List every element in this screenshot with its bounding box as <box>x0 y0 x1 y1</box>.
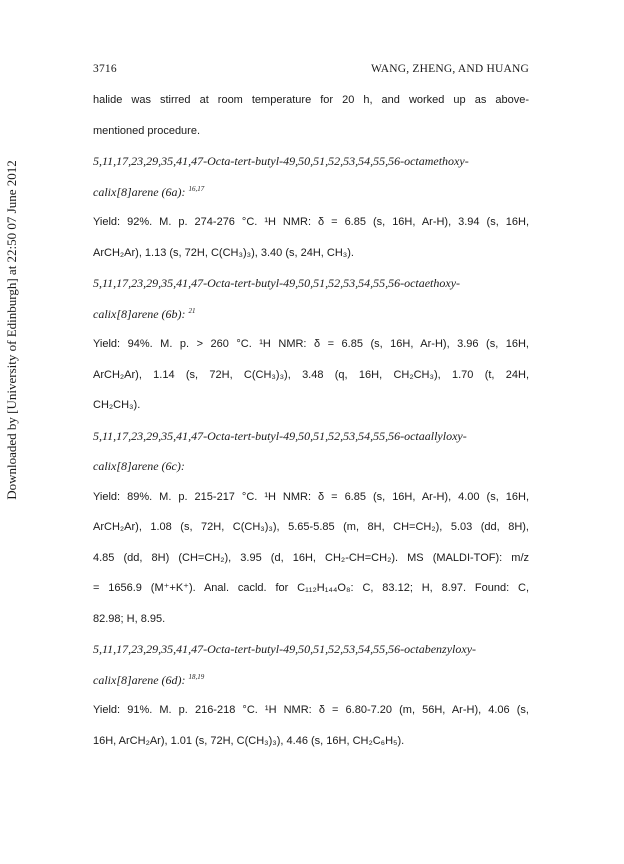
page-number: 3716 <box>93 63 117 75</box>
nmr-line-6c-2: 4.85 (dd, 8H) (CH=CH₂), 3.95 (d, 16H, CH₂-CH=CH₂). MS (MALDI-TOF): m/z <box>93 551 529 564</box>
nmr-line-6d: 16H, ArCH₂Ar), 1.01 (s, 72H, C(CH₃)₃), 4.46 (s, 16H, CH₂C₆H₅). <box>93 734 405 747</box>
compound-label: calix[8]arene (6a): <box>93 184 186 199</box>
running-header <box>93 63 529 81</box>
compound-name-6c: 5,11,17,23,29,35,41,47-Octa-tert-butyl-49,50,51,52,53,54,55,56-octaallyloxy- <box>93 428 467 443</box>
intro-line: halide was stirred at room temperature for 20 h, and worked up as above- <box>93 94 529 106</box>
compound-name-6a: 5,11,17,23,29,35,41,47-Octa-tert-butyl-49,50,51,52,53,54,55,56-octamethoxy- <box>93 154 469 168</box>
ms-line-6c: = 1656.9 (M⁺+K⁺). Anal. cacld. for C₁₁₂H₁₄₄O₈: C, 83.12; H, 8.97. Found: C, <box>93 582 529 594</box>
nmr-line-6a: ArCH₂Ar), 1.13 (s, 72H, C(CH₃)₃), 3.40 (s, 24H, CH₃). <box>93 246 354 259</box>
nmr-line-6b-end: CH₂CH₃). <box>93 399 141 411</box>
yield-line-6c: Yield: 89%. M. p. 215-217 °C. ¹H NMR: δ = 6.85 (s, 16H, Ar-H), 4.00 (s, 16H, <box>93 490 529 503</box>
nmr-line-6b: ArCH₂Ar), 1.14 (s, 72H, C(CH₃)₃), 3.48 (q, 16H, CH₂CH₃), 1.70 (t, 24H, <box>93 368 529 381</box>
running-authors: WANG, ZHENG, AND HUANG <box>370 63 529 75</box>
download-watermark <box>2 40 22 620</box>
download-notice: Downloaded by [University of Edinburgh] at 22:50 07 June 2012 <box>4 160 19 500</box>
compound-name-6d: 5,11,17,23,29,35,41,47-Octa-tert-butyl-49,50,51,52,53,54,55,56-octabenzyloxy- <box>93 642 477 656</box>
reference-marker: 18,19 <box>188 672 205 681</box>
reference-marker: 16,17 <box>188 184 205 193</box>
compound-name-6a-end <box>93 177 529 208</box>
intro-line: mentioned procedure. <box>93 124 201 137</box>
yield-line-6b: Yield: 94%. M. p. > 260 °C. ¹H NMR: δ = 6.85 (s, 16H, Ar-H), 3.96 (s, 16H, <box>93 338 529 350</box>
compound-name-6b: 5,11,17,23,29,35,41,47-Octa-tert-butyl-49,50,51,52,53,54,55,56-octaethoxy- <box>93 276 461 290</box>
reference-marker: 21 <box>188 306 196 315</box>
yield-line-6d: Yield: 91%. M. p. 216-218 °C. ¹H NMR: δ = 6.80-7.20 (m, 56H, Ar-H), 4.06 (s, <box>93 704 529 716</box>
compound-name-6d-end <box>93 665 529 696</box>
article-body <box>93 85 529 756</box>
found-line-6c: 82.98; H, 8.95. <box>93 612 166 625</box>
compound-name-6c-end: calix[8]arene (6c): <box>93 459 185 473</box>
nmr-line-6c: ArCH₂Ar), 1.08 (s, 72H, C(CH₃)₃), 5.65-5.85 (m, 8H, CH=CH₂), 5.03 (dd, 8H), <box>93 521 529 533</box>
compound-name-6b-end <box>93 299 529 330</box>
compound-label: calix[8]arene (6d): <box>93 672 186 687</box>
yield-line-6a: Yield: 92%. M. p. 274-276 °C. ¹H NMR: δ = 6.85 (s, 16H, Ar-H), 3.94 (s, 16H, <box>93 216 529 228</box>
compound-label: calix[8]arene (6b): <box>93 306 186 321</box>
